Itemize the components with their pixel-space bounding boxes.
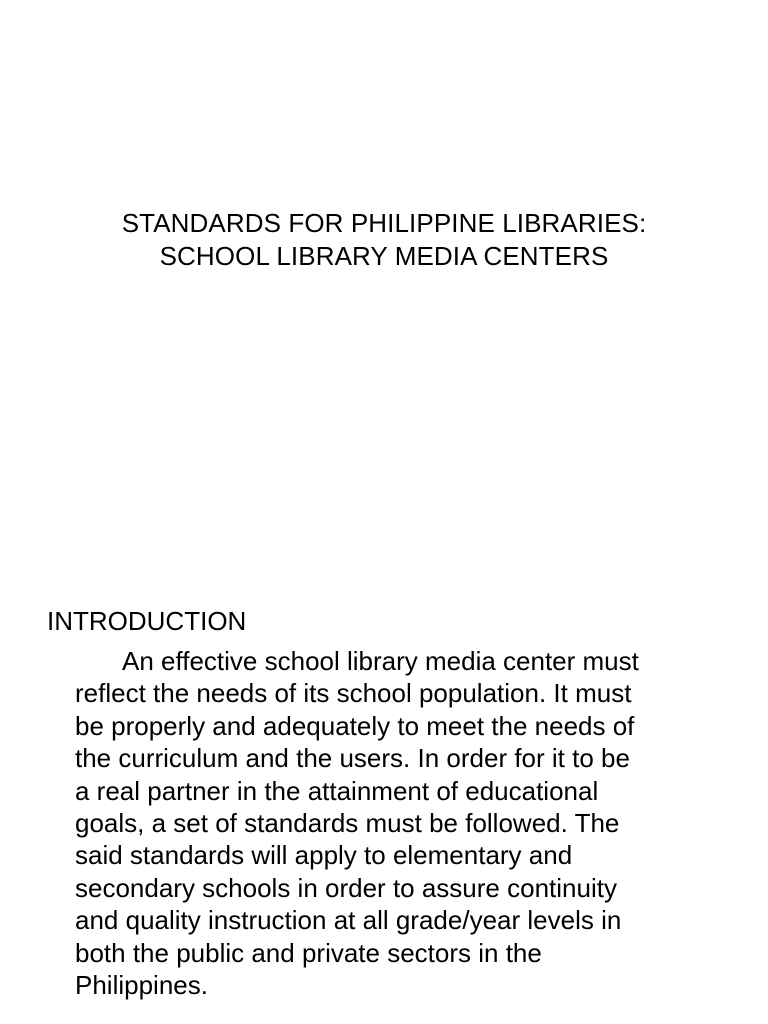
paragraph-line: secondary schools in order to assure continuity <box>75 872 617 903</box>
document-title <box>0 207 768 273</box>
paragraph-line: a real partner in the attainment of educational <box>75 775 599 806</box>
title-line-1: STANDARDS FOR PHILIPPINE LIBRARIES: <box>121 208 647 238</box>
paragraph-line: reflect the needs of its school population. It must <box>75 678 632 709</box>
paragraph-line: An effective school library media center must <box>122 646 639 676</box>
paragraph-line: be properly and adequately to meet the needs of <box>75 710 635 741</box>
section-heading-introduction: INTRODUCTION <box>47 606 247 636</box>
paragraph-line: goals, a set of standards must be followed. The <box>75 808 620 839</box>
paragraph-line: Philippines. <box>75 970 208 1001</box>
title-line-2: SCHOOL LIBRARY MEDIA CENTERS <box>159 241 609 271</box>
paragraph-line: the curriculum and the users. In order for it to be <box>75 743 630 774</box>
paragraph-line: and quality instruction at all grade/year levels in <box>75 905 622 936</box>
paragraph-line: both the public and private sectors in the <box>75 937 542 968</box>
introduction-paragraph <box>75 645 745 1001</box>
paragraph-line: said standards will apply to elementary and <box>75 840 573 871</box>
